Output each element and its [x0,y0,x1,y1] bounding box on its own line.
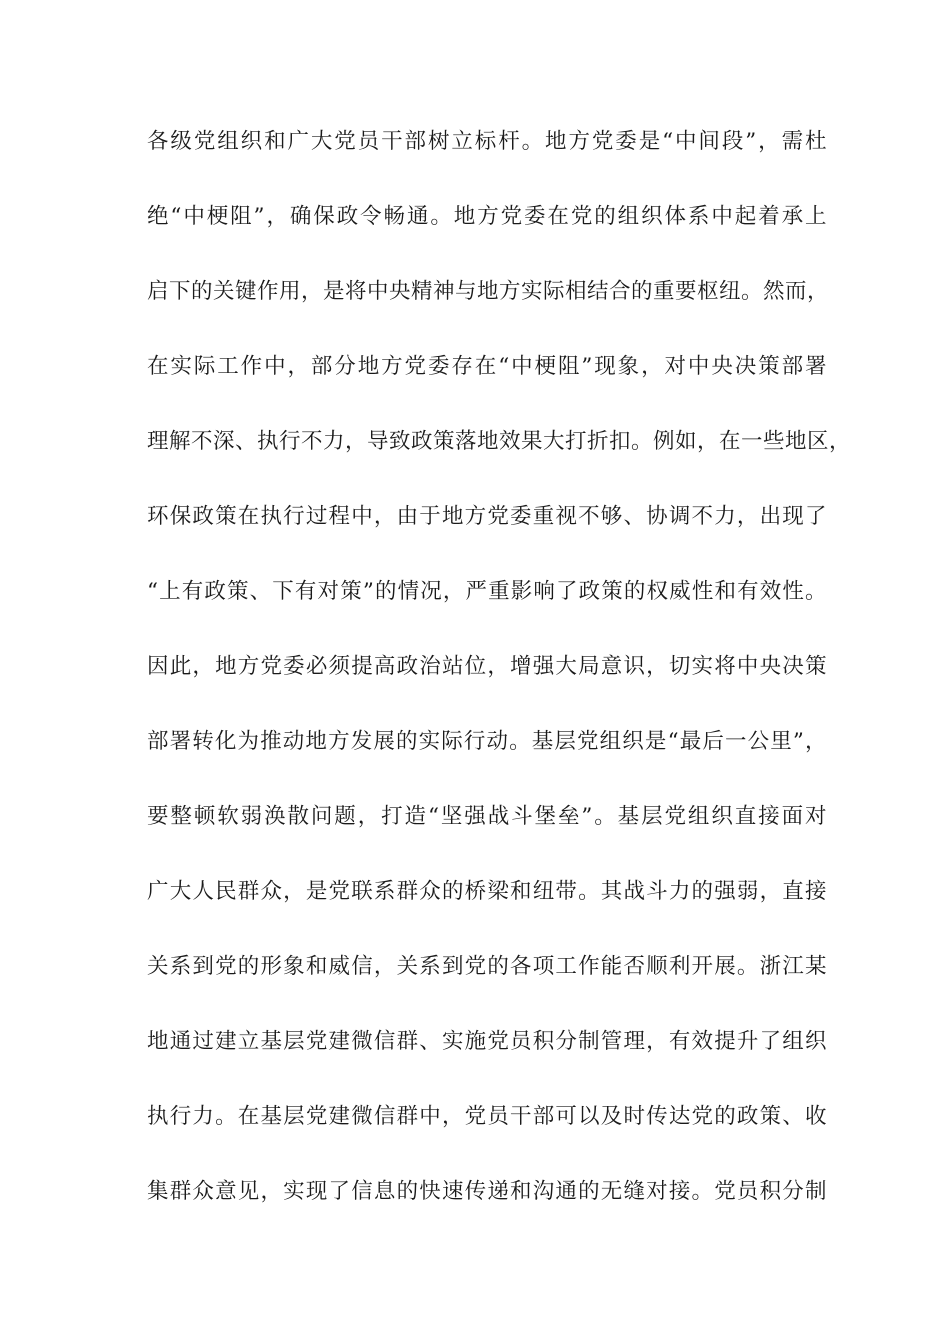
text-line: “上有政策、下有对策”的情况，严重影响了政策的权威性和有效性。 [147,579,827,604]
text-line: 启下的关键作用，是将中央精神与地方实际相结合的重要枢纽。然而， [147,279,830,304]
text-line: 绝“中梗阻”，确保政令畅通。地方党委在党的组织体系中起着承上 [147,204,827,229]
text-line: 在实际工作中，部分地方党委存在“中梗阻”现象，对中央决策部署 [147,354,827,379]
text-line: 环保政策在执行过程中，由于地方党委重视不够、协调不力，出现了 [147,504,827,529]
text-line: 各级党组织和广大党员干部树立标杆。地方党委是“中间段”，需杜 [147,129,827,154]
text-line: 集群众意见，实现了信息的快速传递和沟通的无缝对接。党员积分制 [147,1179,827,1204]
text-line: 部署转化为推动地方发展的实际行动。基层党组织是“最后一公里”， [147,729,827,754]
text-line: 地通过建立基层党建微信群、实施党员积分制管理，有效提升了组织 [147,1029,827,1054]
body-paragraph [147,118,852,1243]
text-line: 要整顿软弱涣散问题，打造“坚强战斗堡垒”。基层党组织直接面对 [147,804,827,829]
text-line: 关系到党的形象和威信，关系到党的各项工作能否顺利开展。浙江某 [147,954,827,979]
text-line: 广大人民群众，是党联系群众的桥梁和纽带。其战斗力的强弱，直接 [147,879,827,904]
text-line: 执行力。在基层党建微信群中，党员干部可以及时传达党的政策、收 [147,1104,827,1129]
text-line: 因此，地方党委必须提高政治站位，增强大局意识，切实将中央决策 [147,654,827,679]
text-line: 理解不深、执行不力，导致政策落地效果大打折扣。例如，在一些地区， [147,429,852,454]
